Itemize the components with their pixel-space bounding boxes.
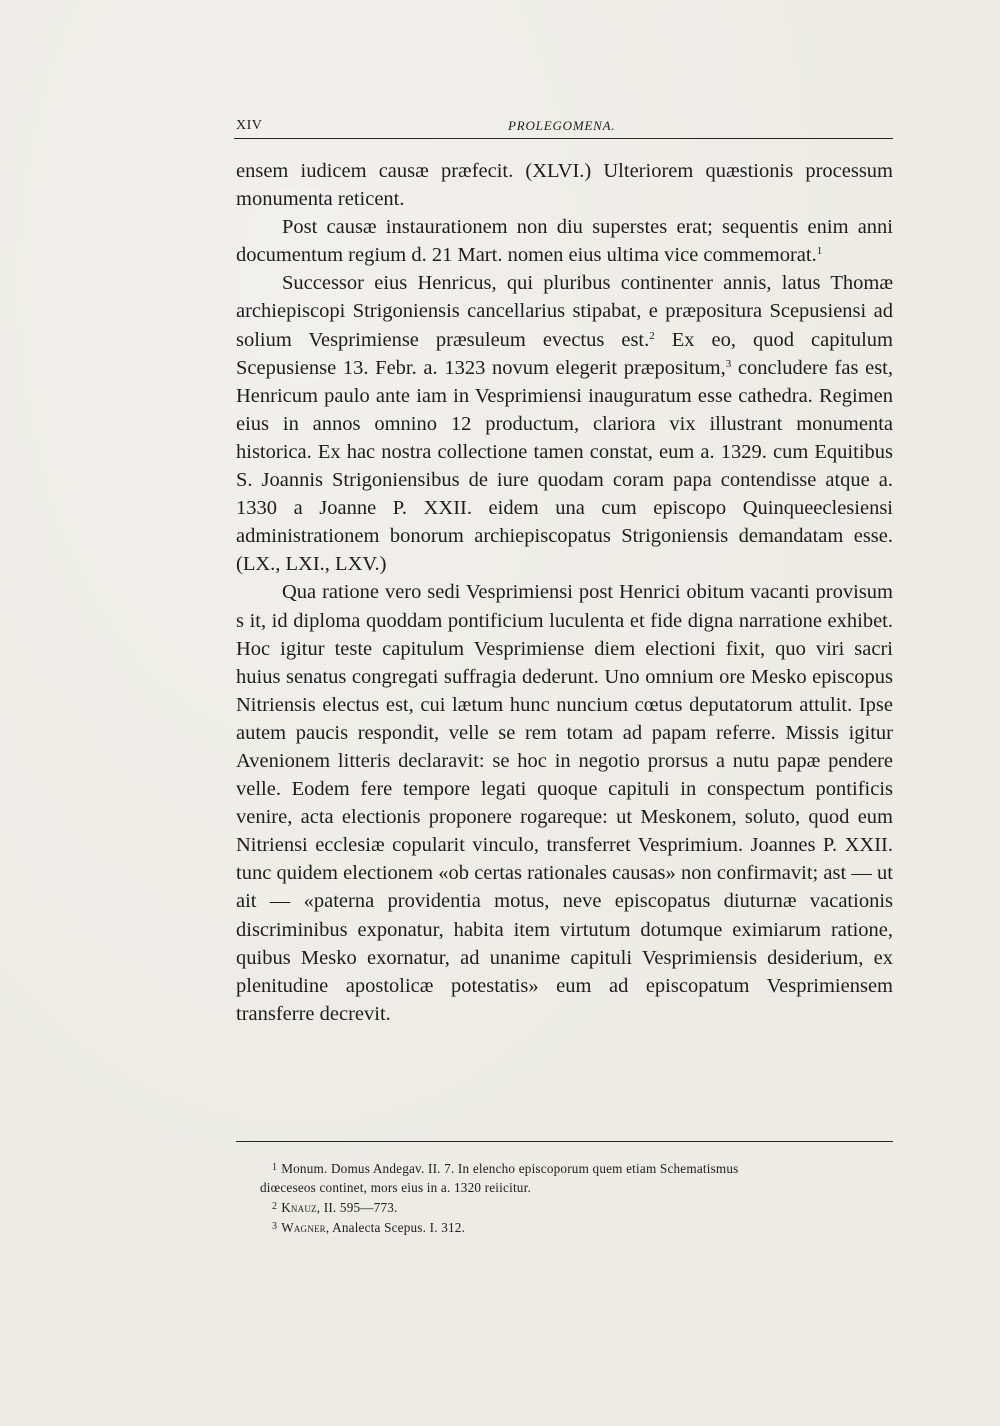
footnote-2-number: 2 xyxy=(272,1201,278,1212)
paragraph-3-text-b: Ex eo, quod capitulum Scepusiense 13. Febr. a. 1323 novum elegerit præpositum, xyxy=(236,328,893,379)
main-text xyxy=(236,157,893,1028)
paragraph-2 xyxy=(236,213,893,269)
footnote-2-text: , II. 595—773. xyxy=(316,1200,398,1215)
footnote-ref-1: 1 xyxy=(816,245,823,258)
footnote-1-number: 1 xyxy=(272,1162,278,1173)
paragraph-2-text: Post causæ instaurationem non diu superstes erat; sequentis enim anni documentum regium d. 21 Mart. nomen eius ultima vice commemorat. xyxy=(236,216,893,267)
paragraph-4: Qua ratione vero sedi Vesprimiensi post Henrici obitum vacanti provisum s it, id diploma quoddam pontificium luculenta et fide digna narratione exhibet. Hoc igitur teste capitulum Vesprimiense diem electioni fixit, quo viri sacri huius senatus congregati suffragia dederunt. Uno omnium ore Mesko episcopus Nitriensis electus est, cui lætum hunc nuncium cœtus deputatorum attulit. Ipse autem paucis respondit, velle se rem totam ad papam referre. Missis igitur Avenionem litteris declaravit: se hoc in negotio prorsus a nutu papæ pendere velle. Eodem fere tempore legati quoque capituli in conspectum pontificis venire, acta electionis proponere rogareque: ut Meskonem, soluto, quod eum Nitriensi ecclesiæ copularit vinculo, transferret Vesprimium. Joannes P. XXII. tunc quidem electionem «ob certas rationales causas» non confirmavit; ast — ut ait — «paterna providentia motus, neve episcopatus diuturnæ vacationis discriminibus exponatur, habita item virtutum dotumque eximiarum ratione, quibus Mesko exornatur, ad unanime capituli Vesprimiensis desiderium, ex plenitudine apostolicæ potestatis» eum ad episcopatum Vesprimiensem transferre decrevit. xyxy=(236,581,893,1025)
footnote-3-text: , Analecta Scepus. I. 312. xyxy=(325,1220,466,1235)
paragraph-3-text-a: Successor eius Henricus, qui pluribus continenter annis, latus Thomæ archiepiscopi Strigoniensis cancellarius stipabat, e præpositura Scepusiensi ad solium Vesprimiense præsuleum evectus est. xyxy=(236,272,893,351)
footnotes xyxy=(260,1158,894,1237)
running-head xyxy=(236,116,893,138)
header-rule xyxy=(234,138,893,139)
paragraph-1: ensem iudicem causæ præfecit. (XLVI.) Ulteriorem quæstionis processum monumenta reticent. xyxy=(236,160,893,211)
footnote-1 xyxy=(272,1158,894,1178)
footnote-rule xyxy=(236,1141,893,1142)
footnote-1-continuation: diœceseos continet, mors eius in a. 1320 reiicitur. xyxy=(260,1180,531,1195)
running-title: PROLEGOMENA. xyxy=(508,118,616,133)
footnote-ref-3: 3 xyxy=(725,357,732,370)
footnote-1-text: Monum. Domus Andegav. II. 7. In elencho episcoporum quem etiam Schematismus xyxy=(281,1161,739,1176)
paragraph-3 xyxy=(236,269,893,578)
footnote-3 xyxy=(272,1217,894,1237)
footnote-ref-2: 2 xyxy=(649,329,655,342)
footnote-3-number: 3 xyxy=(272,1221,278,1232)
footnote-3-author: Wagner xyxy=(281,1220,326,1235)
footnote-2-author: Knauz xyxy=(281,1200,317,1215)
paragraph-3-text-c: concludere fas est, Henricum paulo ante iam in Vesprimiensi inauguratum esse cathedra. Regimen eius in annos omnino 12 productum, clariora vix illustrant monumenta historica. Ex hac nostra collectione tamen constat, eum a. 1329. cum Equitibus S. Joannis Strigoniensibus de iure quodam coram papa contendisse atque a. 1330 a Joanne P. XXII. eidem una cum episcopo Quinqueeclesiensi administrationem bonorum archiepiscopatus Strigoniensis demandatam esse. (LX., LXI., LXV.) xyxy=(236,356,893,576)
footnote-2 xyxy=(272,1197,894,1217)
folio-number: XIV xyxy=(236,118,263,133)
